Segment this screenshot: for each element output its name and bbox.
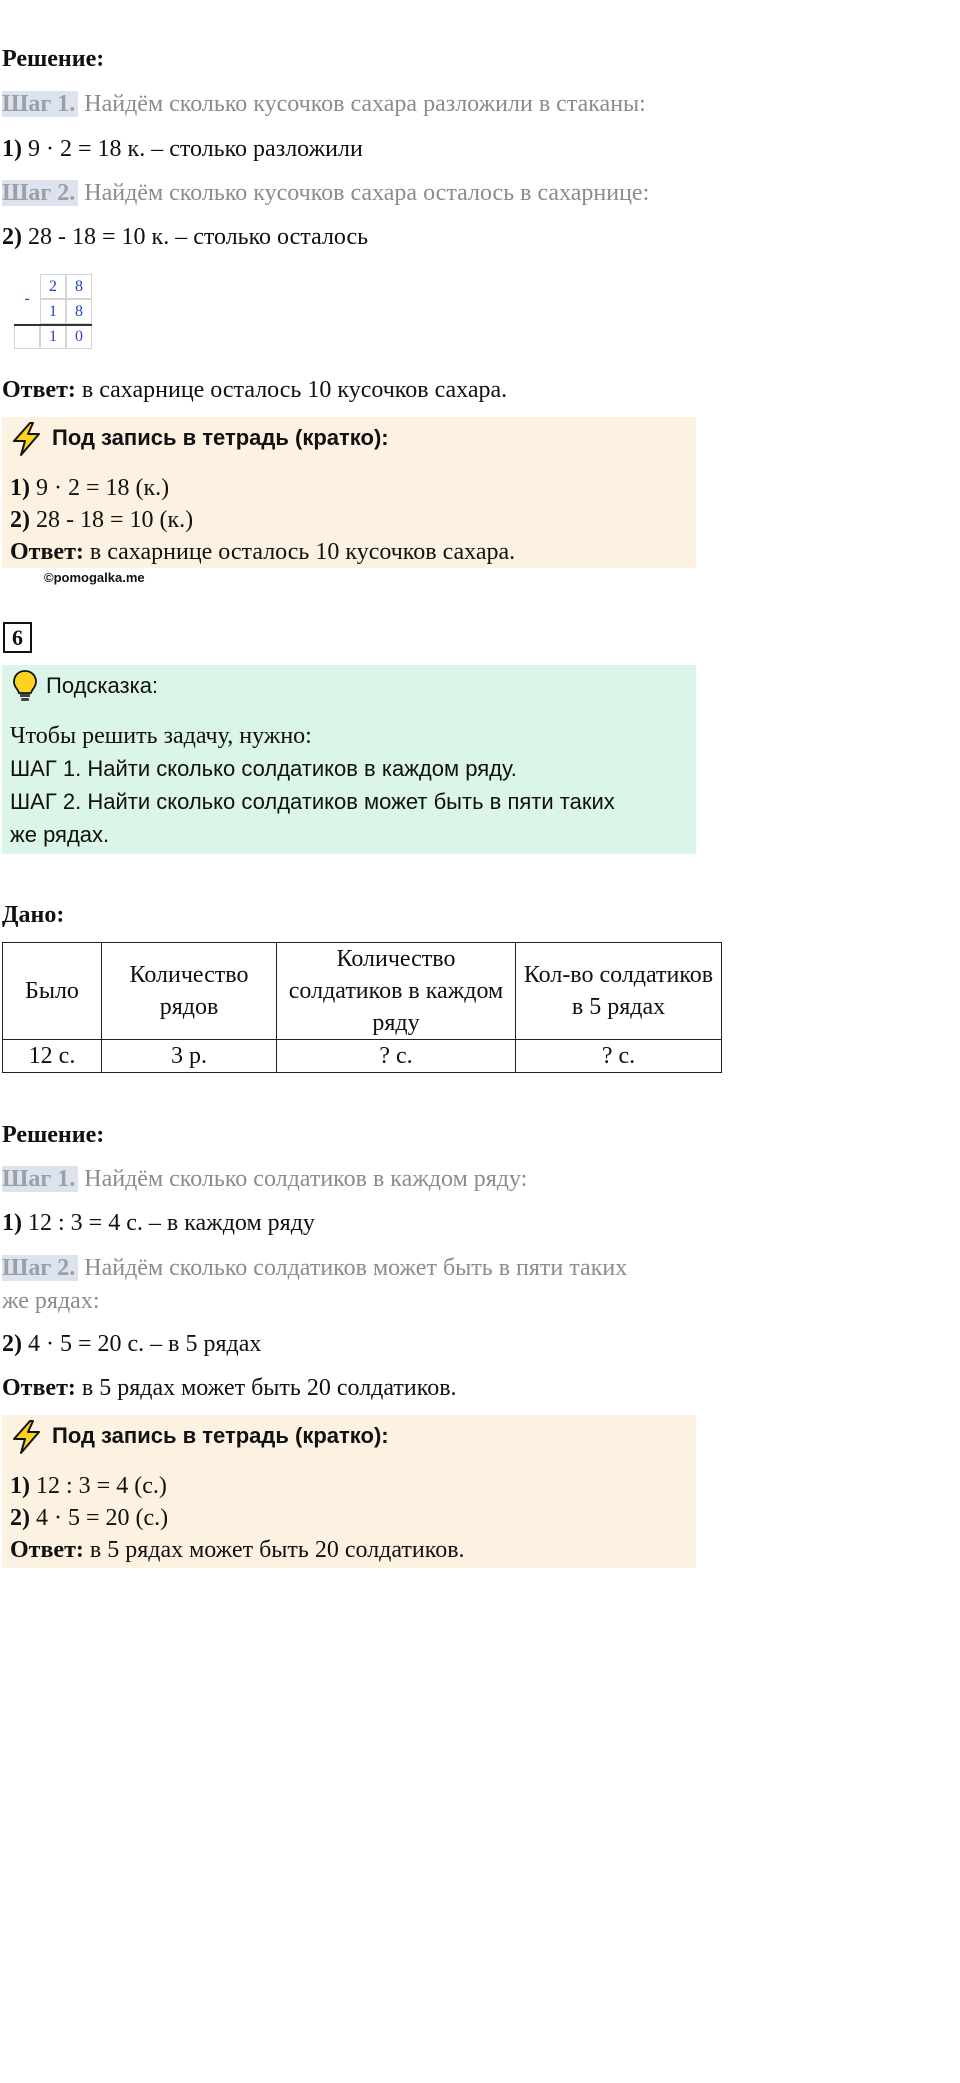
calc-text: 28 - 18 = 10 к. – столько осталось xyxy=(22,224,369,250)
table-header: Количество солдатиков в каждом ряду xyxy=(277,943,516,1040)
digit-cell: 0 xyxy=(66,324,92,349)
hint-box xyxy=(2,665,696,854)
step-2-line xyxy=(2,1253,627,1283)
hint-step-label: ШАГ 2. xyxy=(10,789,82,814)
calc-number: 1) xyxy=(10,1473,30,1499)
digit-cell: 8 xyxy=(66,299,92,324)
calc-text: 9 · 2 = 18 (к.) xyxy=(30,475,170,501)
answer-label: Ответ: xyxy=(2,377,76,403)
calc-number: 1) xyxy=(2,136,22,162)
notebook-box xyxy=(2,417,696,568)
notebook-answer xyxy=(10,1535,465,1565)
notebook-title: Под запись в тетрадь (кратко): xyxy=(52,425,389,450)
calc-number: 1) xyxy=(2,1210,22,1236)
step-1-text: Найдём сколько солдатиков в каждом ряду: xyxy=(78,1166,528,1192)
answer-label: Ответ: xyxy=(2,1375,76,1401)
calc-line-2 xyxy=(2,1329,261,1359)
answer-text: в сахарнице осталось 10 кусочков сахара. xyxy=(83,539,516,565)
answer-text: в 5 рядах может быть 20 солдатиков. xyxy=(75,1375,457,1401)
task-number: 6 xyxy=(3,622,32,653)
table-cell: 3 р. xyxy=(102,1040,277,1073)
calc-number: 2) xyxy=(10,1505,30,1531)
site-credit: ©pomogalka.me xyxy=(44,570,145,585)
notebook-line-1 xyxy=(10,473,169,503)
lightning-icon xyxy=(10,421,44,457)
table-cell: 12 с. xyxy=(3,1040,102,1073)
digit-cell: 8 xyxy=(66,274,92,299)
notebook-line-1 xyxy=(10,1471,167,1501)
answer-text: в 5 рядах может быть 20 солдатиков. xyxy=(83,1537,465,1563)
step-2-text: Найдём сколько солдатиков может быть в пяти таких xyxy=(78,1255,628,1281)
table-row xyxy=(3,1040,722,1073)
notebook-title: Под запись в тетрадь (кратко): xyxy=(52,1423,389,1448)
column-subtraction xyxy=(14,274,92,348)
calc-number: 2) xyxy=(2,224,22,250)
calc-text: 9 · 2 = 18 к. – столько разложили xyxy=(22,136,363,162)
step-2-text: Найдём сколько кусочков сахара осталось в сахарнице: xyxy=(78,180,650,206)
notebook-line-2 xyxy=(10,1503,168,1533)
calc-text: 12 : 3 = 4 с. – в каждом ряду xyxy=(22,1210,315,1236)
calc-line-2 xyxy=(2,222,368,252)
empty-cell xyxy=(14,324,40,349)
calc-text: 4 · 5 = 20 с. – в 5 рядах xyxy=(22,1331,262,1357)
hint-step-2 xyxy=(10,787,615,817)
subtraction-rule xyxy=(14,324,92,326)
calc-text: 28 - 18 = 10 (к.) xyxy=(30,507,194,533)
step-1-label: Шаг 1. xyxy=(2,91,78,117)
calc-number: 1) xyxy=(10,475,30,501)
step-2-label: Шаг 2. xyxy=(2,180,78,206)
step-1-line xyxy=(2,89,646,119)
lightbulb-icon xyxy=(10,669,40,703)
table-header: Количество рядов xyxy=(102,943,277,1040)
answer-label: Ответ: xyxy=(10,539,84,565)
answer-line xyxy=(2,1373,457,1403)
hint-step-2-cont: же рядах. xyxy=(10,822,110,847)
digit-cell: 1 xyxy=(40,299,66,324)
digit-cell: 2 xyxy=(40,274,66,299)
digit-cell: 1 xyxy=(40,324,66,349)
solution-heading: Решение: xyxy=(2,1122,105,1148)
solution-heading: Решение: xyxy=(2,46,105,72)
hint-step-text: Найти сколько солдатиков может быть в пяти таких xyxy=(81,789,615,814)
step-2-label: Шаг 2. xyxy=(2,1255,78,1281)
answer-line xyxy=(2,375,507,405)
hint-intro: Чтобы решить задачу, нужно: xyxy=(10,723,312,749)
step-1-line xyxy=(2,1164,527,1194)
notebook-line-2 xyxy=(10,505,193,535)
step-1-label: Шаг 1. xyxy=(2,1166,78,1192)
answer-text: в сахарнице осталось 10 кусочков сахара. xyxy=(75,377,508,403)
table-header-row xyxy=(3,943,722,1040)
hint-step-label: ШАГ 1. xyxy=(10,756,82,781)
calc-text: 12 : 3 = 4 (с.) xyxy=(30,1473,167,1499)
calc-text: 4 · 5 = 20 (с.) xyxy=(30,1505,169,1531)
calc-number: 2) xyxy=(2,1331,22,1357)
hint-step-1 xyxy=(10,754,517,784)
calc-number: 2) xyxy=(10,507,30,533)
calc-line-1 xyxy=(2,134,363,164)
given-heading: Дано: xyxy=(2,902,65,928)
table-header: Кол-во солдатиков в 5 рядах xyxy=(516,943,722,1040)
minus-sign: - xyxy=(24,290,30,307)
given-table xyxy=(2,942,722,1073)
table-header: Было xyxy=(3,943,102,1040)
notebook-box xyxy=(2,1415,696,1568)
notebook-answer xyxy=(10,537,515,567)
answer-label: Ответ: xyxy=(10,1537,84,1563)
table-cell: ? с. xyxy=(516,1040,722,1073)
step-1-text: Найдём сколько кусочков сахара разложили в стаканы: xyxy=(78,91,646,117)
hint-step-text: Найти сколько солдатиков в каждом ряду. xyxy=(81,756,517,781)
step-2-line xyxy=(2,178,649,208)
table-cell: ? с. xyxy=(277,1040,516,1073)
step-2-line-cont: же рядах: xyxy=(2,1288,100,1314)
lightning-icon xyxy=(10,1419,44,1455)
hint-title: Подсказка: xyxy=(46,673,159,698)
calc-line-1 xyxy=(2,1208,315,1238)
